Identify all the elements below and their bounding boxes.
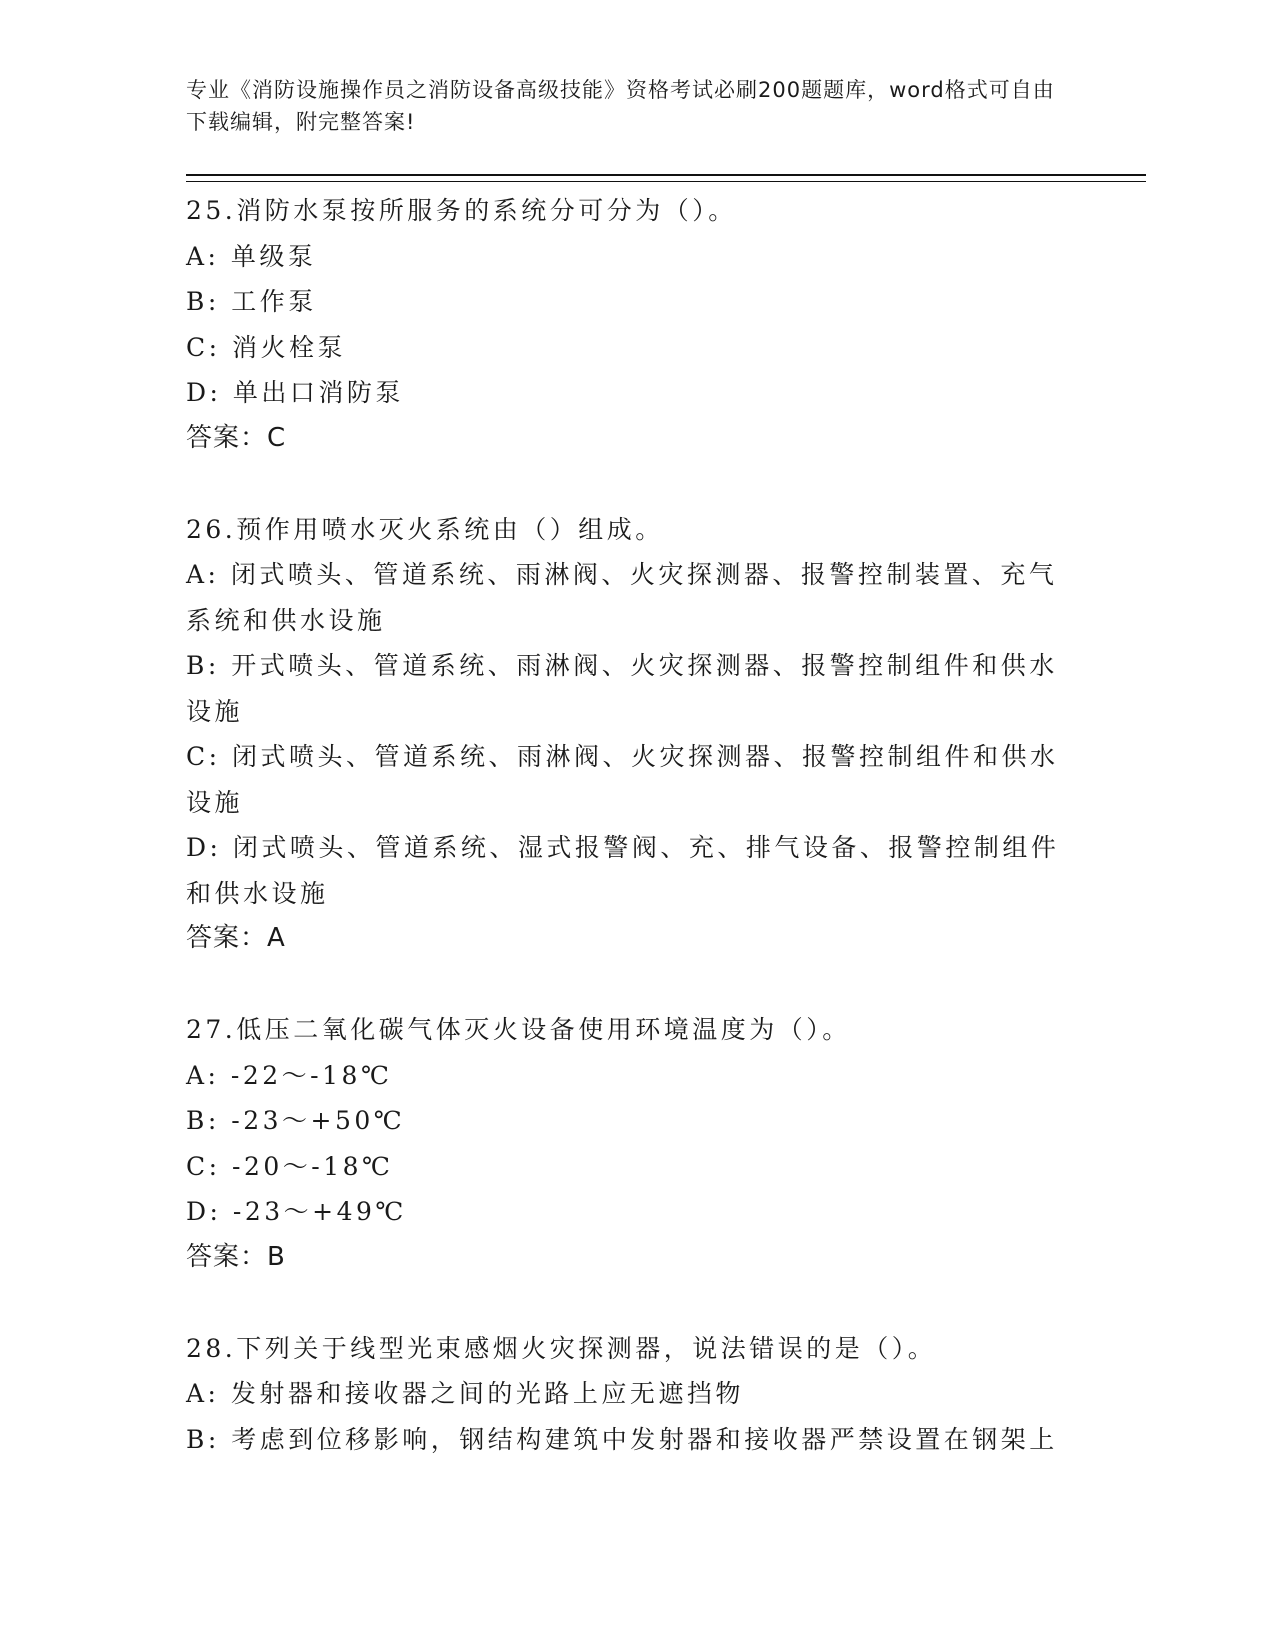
option-c: C: 消火栓泵 [186, 332, 346, 362]
header-divider-thick [186, 174, 1146, 176]
option-b: B: 考虑到位移影响，钢结构建筑中发射器和接收器严禁设置在钢架上 [186, 1424, 1058, 1454]
document-header: 专业《消防设施操作员之消防设备高级技能》资格考试必刷200题题库，word格式可自由下载编辑，附完整答案! [186, 78, 1055, 134]
option-a: A: 发射器和接收器之间的光路上应无遮挡物 [186, 1379, 744, 1408]
question-spacer [186, 461, 1066, 507]
question-stem: 27.低压二氧化碳气体灭火设备使用环境温度为（）。 [186, 1015, 851, 1044]
option-a: A: -22～-18℃ [186, 1060, 393, 1090]
question-28 [186, 1326, 1066, 1463]
question-stem: 28.下列关于线型光束感烟火灾探测器，说法错误的是（）。 [186, 1333, 937, 1363]
answer-line: 答案：B [186, 1241, 286, 1272]
option-a: A: 单级泵 [186, 241, 317, 271]
option-b: B: -23～+50℃ [186, 1106, 406, 1135]
question-spacer [186, 962, 1066, 1008]
option-c: C: -20～-18℃ [186, 1151, 394, 1181]
answer-line: 答案：C [186, 422, 287, 453]
answer-line: 答案：A [186, 923, 286, 953]
question-list [186, 188, 1066, 1462]
question-spacer [186, 1280, 1066, 1326]
option-c: C: 闭式喷头、管道系统、雨淋阀、火灾探测器、报警控制组件和供水设施 [186, 742, 1059, 817]
option-d: D: 单出口消防泵 [186, 378, 404, 407]
option-b: B: 工作泵 [186, 287, 317, 316]
question-stem: 26.预作用喷水灭火系统由（）组成。 [186, 514, 664, 544]
question-stem: 25.消防水泵按所服务的系统分可分为（）。 [186, 196, 737, 225]
question-26 [186, 507, 1066, 962]
question-27 [186, 1007, 1066, 1280]
option-d: D: 闭式喷头、管道系统、湿式报警阀、充、排气设备、报警控制组件和供水设施 [186, 833, 1060, 908]
option-b: B: 开式喷头、管道系统、雨淋阀、火灾探测器、报警控制组件和供水设施 [186, 651, 1058, 726]
header-divider-thin [186, 181, 1146, 182]
question-25 [186, 188, 1066, 461]
option-d: D: -23～+49℃ [186, 1197, 407, 1226]
option-a: A: 闭式喷头、管道系统、雨淋阀、火灾探测器、报警控制装置、充气系统和供水设施 [186, 560, 1058, 635]
